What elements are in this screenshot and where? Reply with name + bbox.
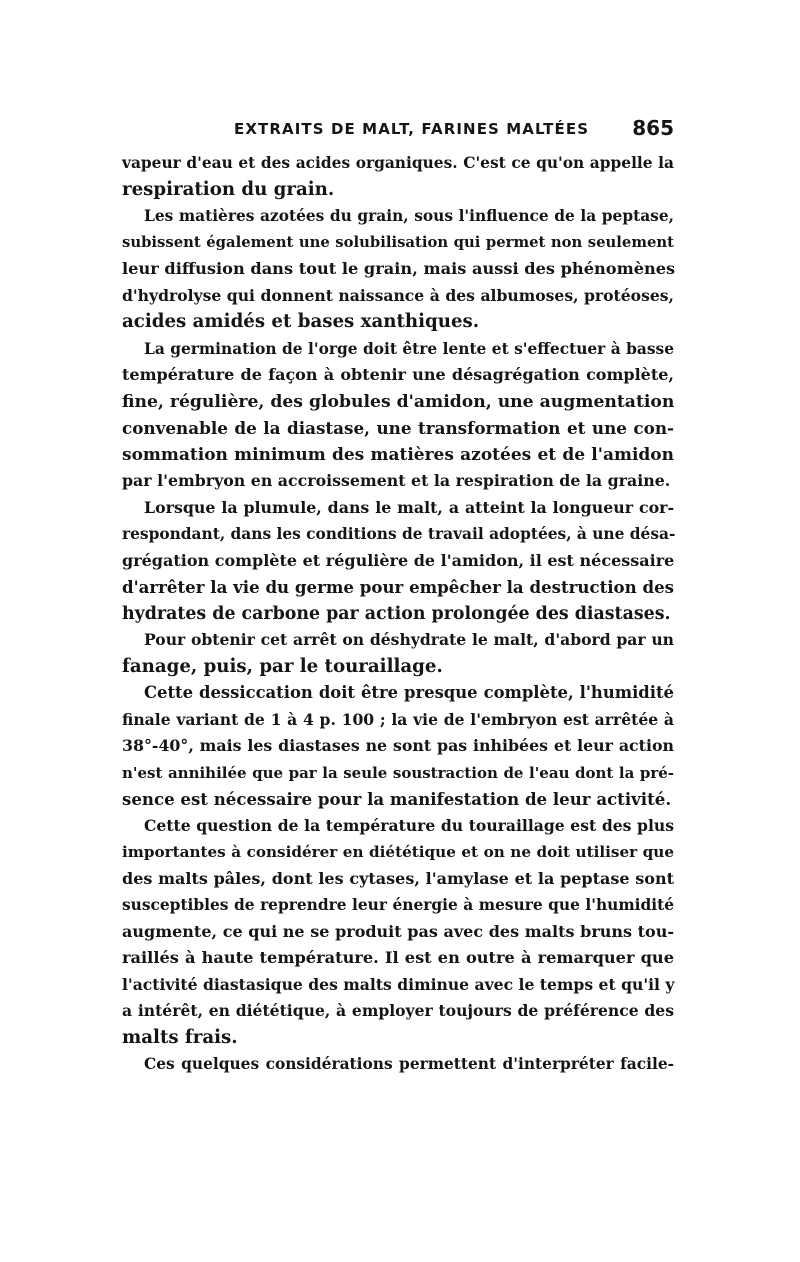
text-line: malts frais. <box>122 1026 238 1048</box>
text-line: susceptibles de reprendre leur énergie à mesure que l'humidité <box>122 896 674 914</box>
text-line: fanage, puis, par le touraillage. <box>122 655 443 677</box>
text-line: La germination de l'orge doit être lente et s'effectuer à basse <box>144 339 674 358</box>
text-line: respondant, dans les conditions de travail adoptées, à une désa- <box>122 525 676 543</box>
running-head <box>122 116 674 146</box>
text-line: 38°-40°, mais les diastases ne sont pas inhibées et leur action <box>122 736 674 755</box>
text-line: raillés à haute température. Il est en outre à remarquer que <box>122 948 674 967</box>
text-line: convenable de la diastase, une transformation et une con- <box>122 418 674 438</box>
text-line: n'est annihilée que par la seule soustraction de l'eau dont la pré- <box>122 763 674 782</box>
text-line: augmente, ce qui ne se produit pas avec des malts bruns tou- <box>122 921 674 941</box>
text-line: température de façon à obtenir une désagrégation complète, <box>122 365 674 384</box>
text-line: Cette dessiccation doit être presque complète, l'humidité <box>144 683 674 702</box>
text-line: sommation minimum des matières azotées et de l'amidon <box>122 444 674 465</box>
text-line: hydrates de carbone par action prolongée des diastases. <box>122 603 671 624</box>
text-line: finale variant de 1 à 4 p. 100 ; la vie de l'embryon est arrêtée à <box>122 709 674 729</box>
text-line: vapeur d'eau et des acides organiques. C'est ce qu'on appelle la <box>122 154 674 172</box>
page-number: 865 <box>632 116 674 140</box>
text-line: Les matières azotées du grain, sous l'influence de la peptase, <box>144 207 674 225</box>
text-line: des malts pâles, dont les cytases, l'amylase et la peptase sont <box>122 868 674 888</box>
text-line: Ces quelques considérations permettent d'interpréter facile- <box>144 1055 674 1073</box>
text-line: fine, régulière, des globules d'amidon, une augmentation <box>122 391 675 412</box>
text-line: Cette question de la température du touraillage est des plus <box>144 815 674 835</box>
text-line: d'hydrolyse qui donnent naissance à des albumoses, protéoses, <box>122 285 674 305</box>
text-line: Lorsque la plumule, dans le malt, a atteint la longueur cor- <box>144 497 674 517</box>
text-line: l'activité diastasique des malts diminue avec le temps et qu'il y <box>122 974 675 994</box>
text-line: sence est nécessaire pour la manifestation de leur activité. <box>122 789 672 809</box>
text-line: respiration du grain. <box>122 178 335 200</box>
text-line: acides amidés et bases xanthiques. <box>122 311 480 332</box>
text-line: importantes à considérer en diététique et on ne doit utiliser que <box>122 843 674 861</box>
body-text <box>122 150 674 1078</box>
text-line: grégation complète et régulière de l'amidon, il est nécessaire <box>122 550 675 570</box>
text-line: subissent également une solubilisation qui permet non seulement <box>122 233 674 251</box>
text-line: Pour obtenir cet arrêt on déshydrate le malt, d'abord par un <box>144 630 674 649</box>
text-line: a intérêt, en diététique, à employer toujours de préférence des <box>122 1001 674 1020</box>
running-title: EXTRAITS DE MALT, FARINES MALTÉES <box>234 120 590 138</box>
text-line: d'arrêter la vie du germe pour empêcher la destruction des <box>122 577 674 597</box>
text-line: leur diffusion dans tout le grain, mais aussi des phénomènes <box>122 259 676 278</box>
text-line: par l'embryon en accroissement et la respiration de la graine. <box>122 471 671 490</box>
